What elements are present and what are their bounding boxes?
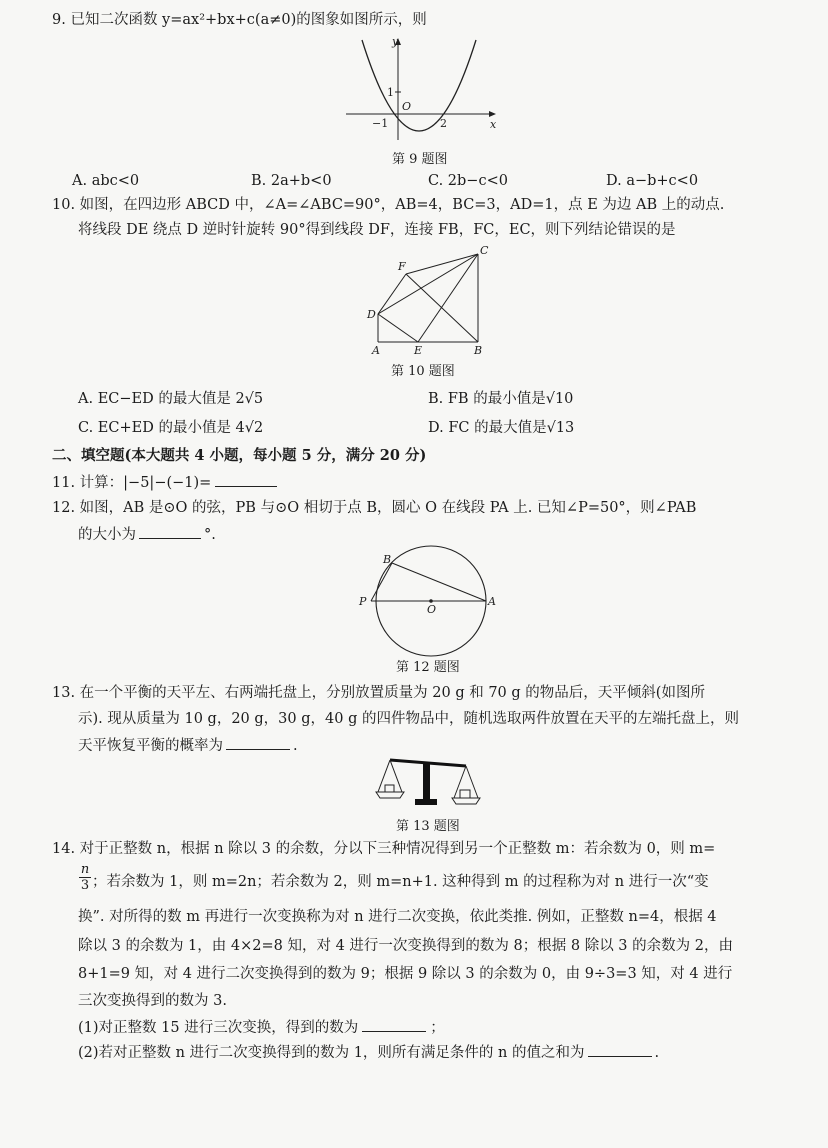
q9-parabola-graph <box>340 34 500 146</box>
q10-label-a: A <box>372 344 380 357</box>
q12-line2 <box>78 524 216 545</box>
q10-label-b: B <box>474 344 483 357</box>
q9-axis-y: y <box>392 35 399 48</box>
q14-line3: 换”. 对所得的数 m 再进行一次变换称为对 n 进行二次变换，依此类推. 例如，正整数 n=4，根据 4 <box>78 909 717 925</box>
q14-sub1-text: (1)对正整数 15 进行三次变换，得到的数为 <box>78 1020 359 1036</box>
q10-quadrilateral-figure <box>364 246 494 356</box>
q14-sub2-text: (2)若对正整数 n 进行二次变换得到的数为 1，则所有满足条件的 n 的值之和为 <box>78 1045 585 1061</box>
q12-circle-figure <box>356 553 496 653</box>
q9-option-b: B. 2a+b<0 <box>251 173 332 189</box>
q13-caption: 第 13 题图 <box>396 819 460 834</box>
q12-label-p: P <box>359 595 367 608</box>
q14-fraction-n-over-3 <box>79 862 91 893</box>
q9-stem: 9. 已知二次函数 y=ax²+bx+c(a≠0)的图象如图所示，则 <box>52 12 427 28</box>
q10-option-a: A. EC−ED 的最大值是 2√5 <box>78 391 264 407</box>
q12-line1: 12. 如图，AB 是⊙O 的弦，PB 与⊙O 相切于点 B，圆心 O 在线段 PA 上. 已知∠P=50°，则∠PAB <box>52 500 697 516</box>
q11-stem <box>52 472 277 493</box>
q9-caption: 第 9 题图 <box>392 152 448 167</box>
q12-caption: 第 12 题图 <box>396 660 460 675</box>
q9-option-a: A. abc<0 <box>72 173 140 189</box>
q14-sub1-end: ； <box>430 1020 445 1036</box>
q13-line3 <box>78 735 298 756</box>
q12-label-a: A <box>488 595 496 608</box>
q14-line2: ；若余数为 1，则 m=2n；若余数为 2，则 m=n+1. 这种得到 m 的过程称为对 n 进行一次“变 <box>92 874 709 890</box>
q14-sub2-answer-blank <box>588 1042 652 1057</box>
q13-line3-end: . <box>293 738 298 754</box>
q10-label-d: D <box>367 308 376 321</box>
q13-answer-blank <box>226 735 290 750</box>
q10-label-e: E <box>414 344 423 357</box>
q12-answer-blank <box>139 524 201 539</box>
q14-line1: 14. 对于正整数 n，根据 n 除以 3 的余数，分以下三种情况得到另一个正整数 m：若余数为 0，则 m= <box>52 841 716 857</box>
section-fill-in-title: 二、填空题(本大题共 4 小题，每小题 5 分，满分 20 分) <box>52 447 427 464</box>
q12-label-b: B <box>383 553 392 566</box>
q10-line2: 将线段 DE 绕点 D 逆时针旋转 90°得到线段 DF，连接 FB，FC，EC，则下列结论错误的是 <box>78 222 676 238</box>
q12-line2-text: 的大小为 <box>78 527 136 543</box>
q13-balance-scale-figure <box>372 754 480 810</box>
q10-option-b: B. FB 的最小值是√10 <box>428 391 574 407</box>
q14-sub1 <box>78 1017 445 1038</box>
q10-option-c: C. EC+ED 的最小值是 4√2 <box>78 420 264 436</box>
q14-line5: 8+1=9 知，对 4 进行二次变换得到的数为 9；根据 9 除以 3 的余数为 0，由 9÷3=3 知，对 4 进行 <box>78 966 733 982</box>
q14-fraction-denominator: 3 <box>80 878 90 893</box>
q9-label-1: 1 <box>387 86 394 99</box>
q13-line2: 示). 现从质量为 10 g，20 g，30 g，40 g 的四件物品中，随机选取两件放置在天平的左端托盘上，则 <box>78 711 739 727</box>
q12-line2-end: °. <box>204 527 216 543</box>
q13-line3-text: 天平恢复平衡的概率为 <box>78 738 223 754</box>
q11-answer-blank <box>215 472 277 487</box>
q10-label-f: F <box>398 260 406 273</box>
q9-label-minus1: −1 <box>372 117 389 130</box>
q9-axis-x: x <box>490 118 497 131</box>
q10-option-d: D. FC 的最大值是√13 <box>428 420 575 436</box>
q9-label-2: 2 <box>440 117 447 130</box>
q9-option-c: C. 2b−c<0 <box>428 173 508 189</box>
q11-stem-text: 11. 计算：|−5|−(−1)= <box>52 475 212 491</box>
q10-line1: 10. 如图，在四边形 ABCD 中，∠A=∠ABC=90°，AB=4，BC=3，AD=1，点 E 为边 AB 上的动点. <box>52 197 725 213</box>
q14-line4: 除以 3 的余数为 1，由 4×2=8 知，对 4 进行一次变换得到的数为 8；根据 8 除以 3 的余数为 2，由 <box>78 938 733 954</box>
q10-caption: 第 10 题图 <box>391 364 455 379</box>
q9-origin: O <box>402 100 412 113</box>
q10-label-c: C <box>480 244 489 257</box>
q14-sub2-end: . <box>654 1045 660 1061</box>
q12-label-o: O <box>427 603 437 616</box>
q13-line1: 13. 在一个平衡的天平左、右两端托盘上，分别放置质量为 20 g 和 70 g 的物品后，天平倾斜(如图所 <box>52 685 705 701</box>
q14-sub1-answer-blank <box>362 1017 426 1032</box>
q9-option-d: D. a−b+c<0 <box>606 173 699 189</box>
q14-line6: 三次变换得到的数为 3. <box>78 993 227 1009</box>
q14-fraction-numerator: n <box>80 862 90 877</box>
q14-sub2 <box>78 1042 659 1063</box>
